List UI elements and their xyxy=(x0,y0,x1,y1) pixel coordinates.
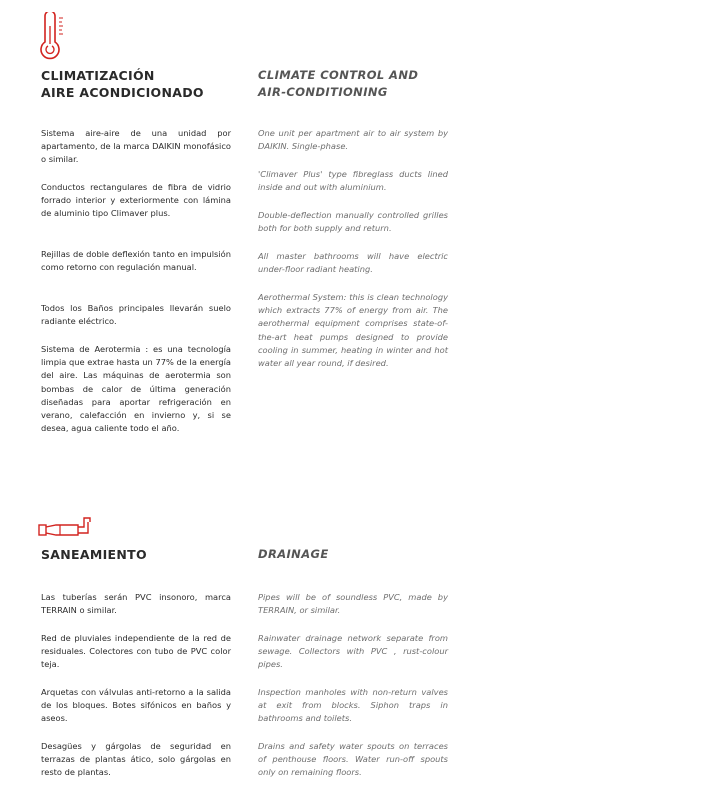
climate-title-es xyxy=(41,67,204,101)
drainage-es-paragraph: Arquetas con válvulas anti-retorno a la salida de los bloques. Botes sifónicos en baños y aseos. xyxy=(41,687,231,724)
pipe-icon xyxy=(38,514,94,538)
thermometer-icon xyxy=(38,12,72,62)
climate-en-paragraph: One unit per apartment air to air system by DAIKIN. Single-phase. xyxy=(258,128,448,152)
drainage-es-paragraph: Desagües y gárgolas de seguridad en terrazas de plantas ático, solo gárgolas en resto de plantas. xyxy=(41,741,231,778)
drainage-en-paragraph: Inspection manholes with non-return valves at exit from blocks. Siphon traps in bathrooms and toilets. xyxy=(258,687,448,724)
climate-en-paragraph: Double-deflection manually controlled grilles both for both supply and return. xyxy=(258,210,448,234)
climate-title-en-line1: CLIMATE CONTROL AND xyxy=(258,68,419,82)
drainage-es-paragraph: Red de pluviales independiente de la red de residuales. Colectores con tubo de PVC color teja. xyxy=(41,633,231,670)
drainage-en-paragraph: Drains and safety water spouts on terraces of penthouse floors. Water run-off spouts only on remaining floors. xyxy=(258,741,448,778)
climate-english-text xyxy=(258,127,448,370)
climate-en-paragraph: Aerothermal System: this is clean technology which extracts 77% of energy from air. The aerothermal equipment comprises state-of-the-art heat pumps designed to provide cooling in summer, heating in winter and hot water all year round, if desired. xyxy=(258,292,448,369)
climate-es-paragraph: Rejillas de doble deflexión tanto en impulsión como retorno con regulación manual. xyxy=(41,249,231,273)
drainage-title-es: SANEAMIENTO xyxy=(41,547,147,562)
climate-en-paragraph: 'Climaver Plus' type fibreglass ducts lined inside and out with aluminium. xyxy=(258,169,448,193)
climate-title-en-line2: AIR-CONDITIONING xyxy=(258,85,388,99)
climate-es-paragraph: Sistema de Aerotermia : es una tecnología limpia que extrae hasta un 77% de la energía del aire. Las máquinas de aerotermia son bombas de calor de última generación diseñadas para aportar refrigeración en verano, calefacción en invierno y, si se desea, agua caliente todo el año. xyxy=(41,344,231,434)
climate-es-paragraph: Todos los Baños principales llevarán suelo radiante eléctrico. xyxy=(41,303,231,327)
climate-title-es-line2: AIRE ACONDICIONADO xyxy=(41,85,204,100)
climate-en-paragraph: All master bathrooms will have electric under-floor radiant heating. xyxy=(258,251,448,275)
drainage-spanish-text xyxy=(41,591,231,780)
climate-title-es-line1: CLIMATIZACIÓN xyxy=(41,68,155,83)
drainage-en-paragraph: Rainwater drainage network separate from sewage. Collectors with PVC , rust-colour pipes. xyxy=(258,633,448,670)
climate-es-paragraph: Sistema aire-aire de una unidad por apartamento, de la marca DAIKIN monofásico o similar. xyxy=(41,128,231,165)
drainage-es-paragraph: Las tuberías serán PVC insonoro, marca TERRAIN o similar. xyxy=(41,592,231,616)
climate-spanish-text xyxy=(41,127,231,435)
drainage-en-paragraph: Pipes will be of soundless PVC, made by TERRAIN, or similar. xyxy=(258,592,448,616)
climate-es-paragraph: Conductos rectangulares de fibra de vidrio forrado interior y exteriormente con lámina de aluminio tipo Climaver plus. xyxy=(41,182,231,219)
climate-title-en xyxy=(258,67,418,101)
drainage-title-en: DRAINAGE xyxy=(258,547,329,561)
drainage-english-text xyxy=(258,591,448,780)
